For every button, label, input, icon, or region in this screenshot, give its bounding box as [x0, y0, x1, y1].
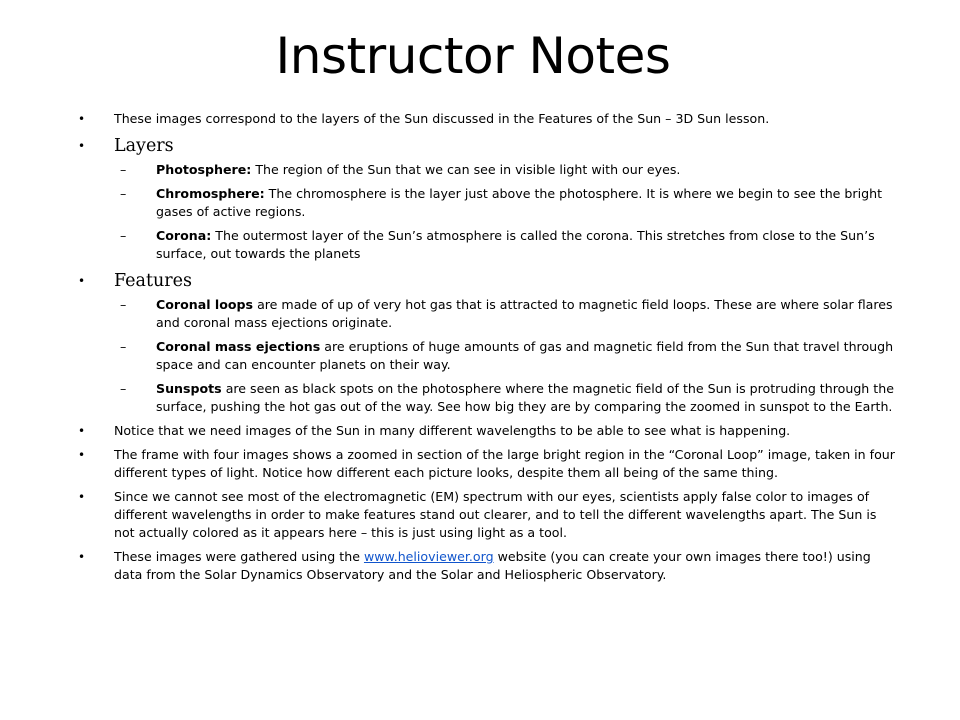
intro-text: These images correspond to the layers of the Sun discussed in the Features of the Sun – 3D Sun lesson.: [114, 111, 770, 126]
layers-heading: Layers: [114, 136, 174, 156]
layer-item-corona: [120, 227, 900, 263]
feature-description: are eruptions of huge amounts of gas and magnetic field from the Sun that travel through space and can encounter planets on their way.: [156, 339, 894, 372]
layer-term: Photosphere:: [156, 162, 252, 177]
dash-icon: –: [120, 339, 127, 354]
note-false-color: [78, 488, 900, 542]
bullet-icon: •: [78, 139, 86, 153]
note-text: Since we cannot see most of the electromagnetic (EM) spectrum with our eyes, scientists apply false color to images of different wavelengths in order to make features stand out clearer, and to tell the different wavelengths apart. The Sun is not actually colored as it appears here – this is just using light as a tool.: [114, 489, 877, 540]
feature-item-coronal-loops: [120, 296, 900, 332]
feature-term: Coronal loops: [156, 297, 254, 312]
feature-description: are made of up of very hot gas that is attracted to magnetic field loops. These are where solar flares and coronal mass ejections originate.: [156, 297, 893, 330]
note-text: Notice that we need images of the Sun in many different wavelengths to be able to see what is happening.: [114, 423, 791, 438]
features-heading-bullet: [78, 269, 900, 293]
slide-title: Instructor Notes: [275, 27, 671, 85]
layer-description: The outermost layer of the Sun’s atmosphere is called the corona. This stretches from close to the Sun’s surface, out towards the planets: [156, 228, 875, 261]
layer-description: The region of the Sun that we can see in visible light with our eyes.: [251, 162, 681, 177]
dash-icon: –: [120, 228, 127, 243]
note-helioviewer: [78, 548, 900, 584]
bullet-icon: •: [78, 490, 86, 504]
layer-item-chromosphere: [120, 185, 900, 221]
feature-description: are seen as black spots on the photosphere where the magnetic field of the Sun is protruding through the surface, pushing the hot gas out of the way. See how big they are by comparing the zoomed in sunspot to the Earth.: [156, 381, 894, 414]
bullet-icon: •: [78, 424, 86, 438]
feature-item-sunspots: [120, 380, 900, 416]
helioviewer-link[interactable]: www.helioviewer.org: [363, 549, 494, 564]
note-text-before-link: These images were gathered using the: [114, 549, 364, 564]
feature-term: Coronal mass ejections: [156, 339, 321, 354]
layer-term: Corona:: [156, 228, 212, 243]
feature-term: Sunspots: [156, 381, 222, 396]
intro-bullet: [78, 110, 900, 128]
bullet-icon: •: [78, 112, 86, 126]
dash-icon: –: [120, 297, 127, 312]
feature-item-coronal-mass-ejections: [120, 338, 900, 374]
note-text: The frame with four images shows a zoomed in section of the large bright region in the “Coronal Loop” image, taken in four different types of light. Notice how different each picture looks, despite them all being of the same thing.: [114, 447, 895, 480]
notes-content: [78, 110, 900, 590]
note-four-images: [78, 446, 900, 482]
bullet-icon: •: [78, 550, 86, 564]
bullet-icon: •: [78, 448, 86, 462]
layer-description: The chromosphere is the layer just above the photosphere. It is where we begin to see the bright gases of active regions.: [156, 186, 883, 219]
dash-icon: –: [120, 162, 127, 177]
note-wavelengths: [78, 422, 900, 440]
dash-icon: –: [120, 186, 127, 201]
note-text-after-link: website (you can create your own images there too!) using data from the Solar Dynamics Observatory and the Solar and Heliospheric Observatory.: [114, 549, 871, 582]
bullet-icon: •: [78, 274, 86, 288]
layer-term: Chromosphere:: [156, 186, 265, 201]
features-heading: Features: [114, 271, 192, 291]
dash-icon: –: [120, 381, 127, 396]
layers-heading-bullet: [78, 134, 900, 158]
layer-item-photosphere: [120, 161, 900, 179]
